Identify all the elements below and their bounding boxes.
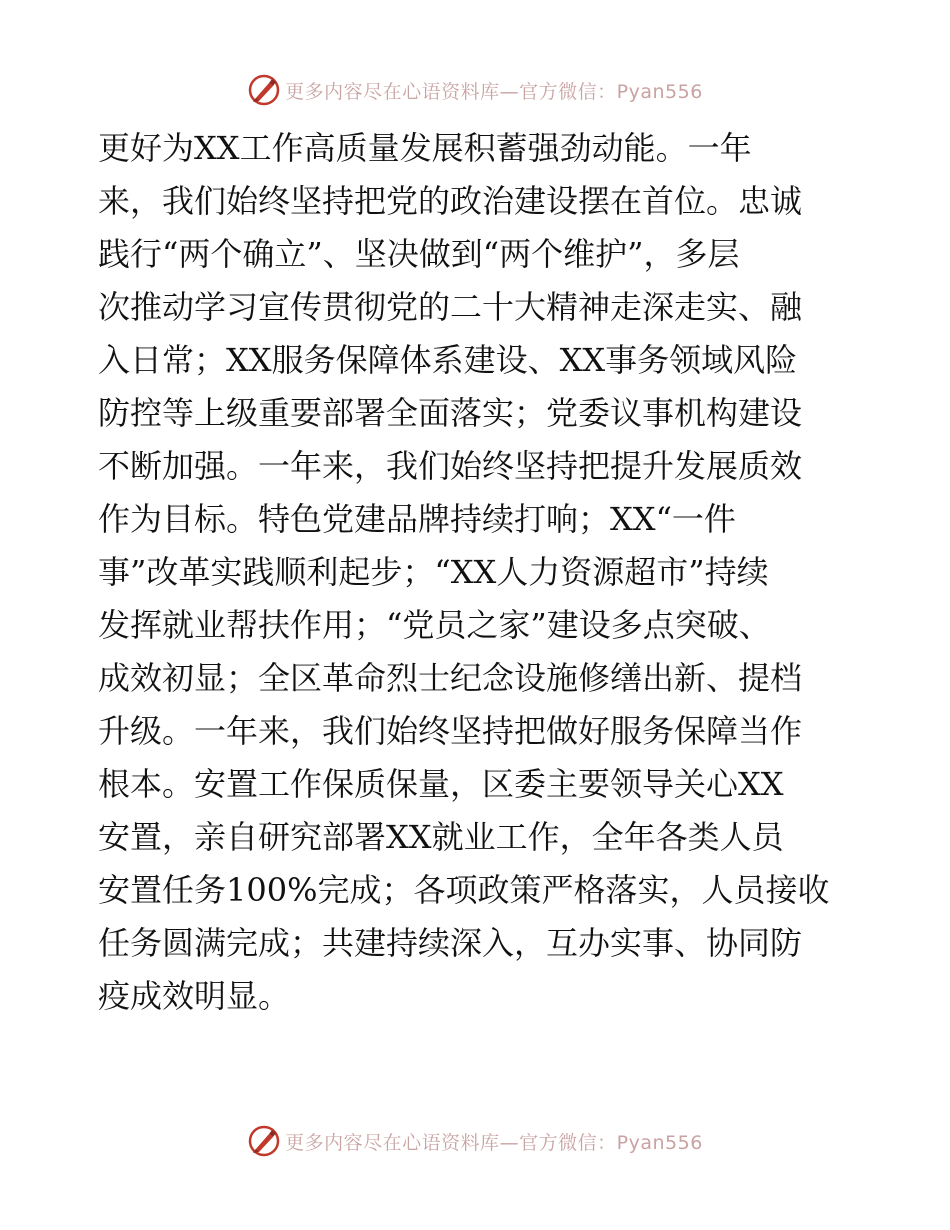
footer-watermark [0, 1121, 950, 1161]
text-line: 更好为XX工作高质量发展积蓄强劲动能。一年 [98, 129, 752, 167]
text-line: 根本。安置工作保质保量，区委主要领导关心XX [98, 765, 784, 803]
fountain-pen-logo-icon [247, 73, 281, 107]
text-line: 践行“两个确立”、坚决做到“两个维护”，多层 [98, 235, 740, 273]
document-body [98, 122, 858, 1023]
text-line: 作为目标。特色党建品牌持续打响；XX“一件 [98, 500, 736, 538]
text-line: 来，我们始终坚持把党的政治建设摆在首位。忠诚 [98, 182, 803, 220]
text-line: 升级。一年来，我们始终坚持把做好服务保障当作 [98, 712, 803, 750]
text-line: 成效初显；全区革命烈士纪念设施修缮出新、提档 [98, 659, 803, 697]
text-line: 入日常；XX服务保障体系建设、XX事务领域风险 [98, 341, 798, 379]
text-line: 安置任务100%完成；各项政策严格落实，人员接收 [98, 871, 830, 909]
fountain-pen-logo-icon [247, 1124, 281, 1158]
text-line: 次推动学习宣传贯彻党的二十大精神走深走实、融 [98, 288, 803, 326]
text-line: 任务圆满完成；共建持续深入，互办实事、协同防 [98, 924, 803, 962]
watermark-text: 更多内容尽在心语资料库—官方微信：Pyan556 [285, 80, 703, 103]
text-line: 发挥就业帮扶作用；“党员之家”建设多点突破、 [98, 606, 771, 644]
text-line: 安置，亲自研究部署XX就业工作，全年各类人员 [98, 818, 784, 856]
text-line: 不断加强。一年来，我们始终坚持把提升发展质效 [98, 447, 803, 485]
header-watermark [0, 70, 950, 110]
text-line: 疫成效明显。 [98, 977, 291, 1015]
text-line: 防控等上级重要部署全面落实；党委议事机构建设 [98, 394, 803, 432]
watermark-text: 更多内容尽在心语资料库—官方微信：Pyan556 [285, 1131, 703, 1154]
text-line: 事”改革实践顺利起步；“XX人力资源超市”持续 [98, 553, 769, 591]
